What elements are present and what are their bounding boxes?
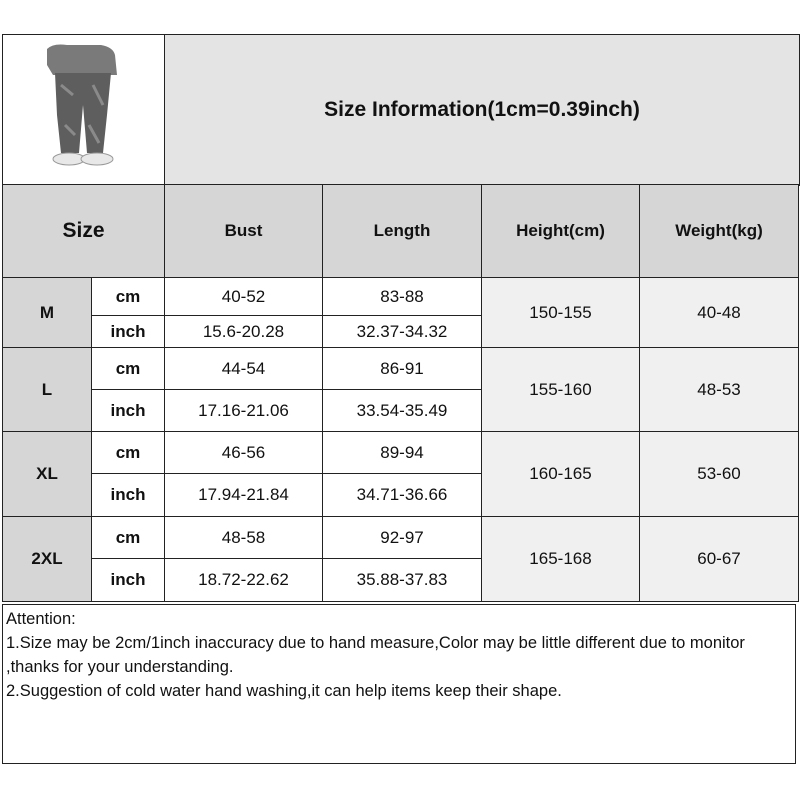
header-length: Length	[323, 185, 482, 278]
size-label: L	[3, 348, 92, 432]
bust-cell: 44-54	[165, 348, 323, 390]
size-label: XL	[3, 432, 92, 517]
size-table	[2, 184, 799, 602]
page-title: Size Information(1cm=0.39inch)	[324, 98, 640, 121]
unit-label: inch	[92, 559, 165, 602]
weight-cell: 60-67	[640, 517, 799, 602]
size-label: 2XL	[3, 517, 92, 602]
attention-notes	[2, 604, 796, 764]
bust-cell: 40-52	[165, 278, 323, 316]
length-cell: 89-94	[323, 432, 482, 474]
note-line-2: 2.Suggestion of cold water hand washing,it can help items keep their shape.	[6, 682, 562, 700]
table-row	[3, 517, 799, 559]
bust-cell: 17.94-21.84	[165, 474, 323, 517]
bust-cell: 48-58	[165, 517, 323, 559]
bust-cell: 46-56	[165, 432, 323, 474]
header-weight: Weight(kg)	[640, 185, 799, 278]
header-height: Height(cm)	[482, 185, 640, 278]
notes-heading: Attention:	[6, 610, 76, 628]
unit-label: inch	[92, 474, 165, 517]
height-cell: 155-160	[482, 348, 640, 432]
table-row	[3, 348, 799, 390]
weight-cell: 48-53	[640, 348, 799, 432]
weight-cell: 53-60	[640, 432, 799, 517]
header-bust: Bust	[165, 185, 323, 278]
unit-label: cm	[92, 278, 165, 316]
header-size: Size	[3, 185, 165, 278]
pants-model-icon	[3, 35, 165, 185]
bust-cell: 17.16-21.06	[165, 390, 323, 432]
length-cell: 83-88	[323, 278, 482, 316]
height-cell: 150-155	[482, 278, 640, 348]
size-label: M	[3, 278, 92, 348]
table-row	[3, 432, 799, 474]
length-cell: 33.54-35.49	[323, 390, 482, 432]
unit-label: cm	[92, 432, 165, 474]
length-cell: 35.88-37.83	[323, 559, 482, 602]
note-line-1: 1.Size may be 2cm/1inch inaccuracy due to hand measure,Color may be little different due to monitor ,thanks for your understanding.	[6, 634, 745, 676]
unit-label: inch	[92, 390, 165, 432]
length-cell: 92-97	[323, 517, 482, 559]
bust-cell: 15.6-20.28	[165, 316, 323, 348]
unit-label: cm	[92, 348, 165, 390]
length-cell: 32.37-34.32	[323, 316, 482, 348]
title-cell	[164, 34, 800, 186]
table-header-row	[3, 185, 799, 278]
height-cell: 165-168	[482, 517, 640, 602]
weight-cell: 40-48	[640, 278, 799, 348]
unit-label: inch	[92, 316, 165, 348]
length-cell: 86-91	[323, 348, 482, 390]
length-cell: 34.71-36.66	[323, 474, 482, 517]
table-row	[3, 278, 799, 316]
unit-label: cm	[92, 517, 165, 559]
bust-cell: 18.72-22.62	[165, 559, 323, 602]
product-thumbnail	[2, 34, 165, 186]
height-cell: 160-165	[482, 432, 640, 517]
